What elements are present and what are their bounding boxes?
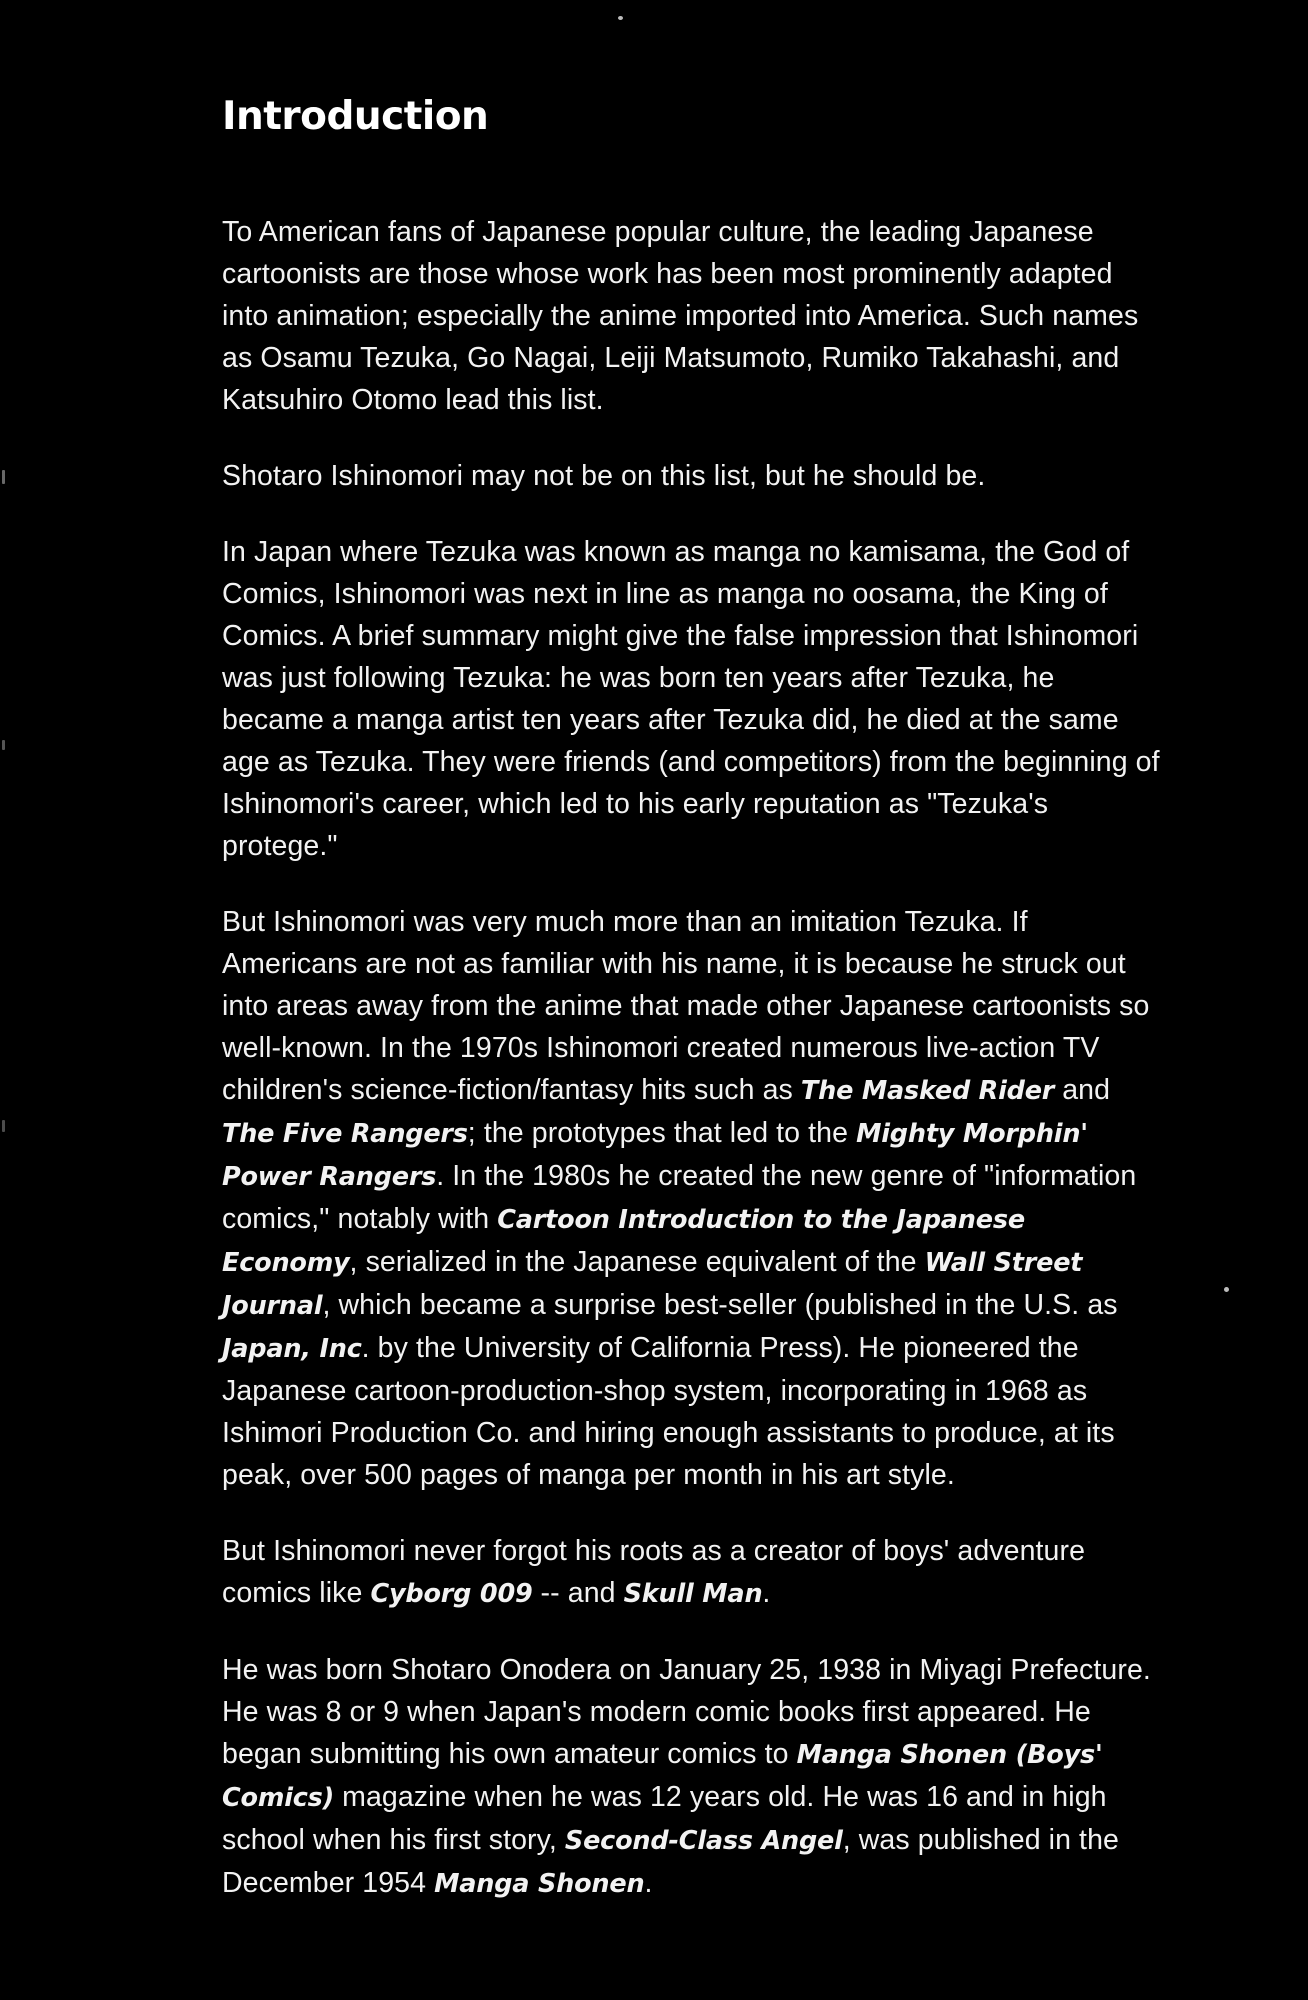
- body-paragraph: To American fans of Japanese popular culture, the leading Japanese cartoonists are those whose work has been most prominently adapted into animation; especially the anime imported into America. Such names as Osamu Tezuka, Go Nagai, Leiji Matsumoto, Rumiko Takahashi, and Katsuhiro Otomo lead this list.: [222, 215, 1139, 416]
- scan-artifact-dot: [618, 16, 623, 20]
- work-title: Second-Class Angel: [564, 1825, 843, 1856]
- work-title: Japan, Inc: [222, 1333, 362, 1364]
- work-title: Mighty Morphin' Power Rangers: [222, 1118, 1088, 1192]
- work-title: Manga Shonen: [434, 1868, 645, 1899]
- page-title: Introduction: [222, 94, 489, 139]
- document-body: [222, 96, 1162, 1905]
- scan-artifact-edge-mark: [2, 1120, 5, 1132]
- body-paragraph: In Japan where Tezuka was known as manga no kamisama, the God of Comics, Ishinomori was next in line as manga no oosama, the King of Comics. A brief summary might give the false impression that Ishinomori was just following Tezuka: he was born ten years after Tezuka, he became a manga artist ten years after Tezuka did, he died at the same age as Tezuka. They were friends (and competitors) from the beginning of Ishinomori's career, which led to his early reputation as "Tezuka's protege.": [222, 535, 1160, 862]
- work-title: Cartoon Introduction to the Japanese Economy: [222, 1204, 1025, 1278]
- scan-artifact-edge-mark: [2, 470, 5, 484]
- work-title: The Masked Rider: [800, 1075, 1055, 1106]
- body-paragraph: He was born Shotaro Onodera on January 25, 1938 in Miyagi Prefecture. He was 8 or 9 when Japan's modern comic books first appeared. He began submitting his own amateur comics to Manga Shonen (Boys' Comics) magazine when he was 12 years old. He was 16 and in high school when his first story, Second-Class Angel, was published in the December 1954 Manga Shonen.: [222, 1653, 1151, 1899]
- scan-artifact-edge-mark: [2, 740, 5, 750]
- work-title: Manga Shonen (Boys' Comics): [222, 1739, 1103, 1813]
- paragraph-list: [222, 211, 1162, 1905]
- body-paragraph: But Ishinomori never forgot his roots as a creator of boys' adventure comics like Cyborg 009 -- and Skull Man.: [222, 1534, 1086, 1609]
- body-paragraph: Shotaro Ishinomori may not be on this list, but he should be.: [222, 459, 986, 492]
- work-title: Cyborg 009: [370, 1578, 533, 1609]
- body-paragraph: But Ishinomori was very much more than an imitation Tezuka. If Americans are not as familiar with his name, it is because he struck out into areas away from the anime that made other Japanese cartoonists so well-known. In the 1970s Ishinomori created numerous live-action TV children's science-fiction/fantasy hits such as The Masked Rider and The Five Rangers; the prototypes that led to the Mighty Morphin' Power Rangers. In the 1980s he created the new genre of "information comics," notably with Cartoon Introduction to the Japanese Economy, serialized in the Japanese equivalent of the Wall Street Journal, which became a surprise best-seller (published in the U.S. as Japan, Inc. by the University of California Press). He pioneered the Japanese cartoon-production-shop system, incorporating in 1968 as Ishimori Production Co. and hiring enough assistants to produce, at its peak, over 500 pages of manga per month in his art style.: [222, 905, 1150, 1491]
- scan-artifact-dot: [1224, 1287, 1229, 1292]
- work-title: The Five Rangers: [222, 1118, 468, 1149]
- work-title: Wall Street Journal: [222, 1247, 1083, 1321]
- work-title: Skull Man: [623, 1578, 763, 1609]
